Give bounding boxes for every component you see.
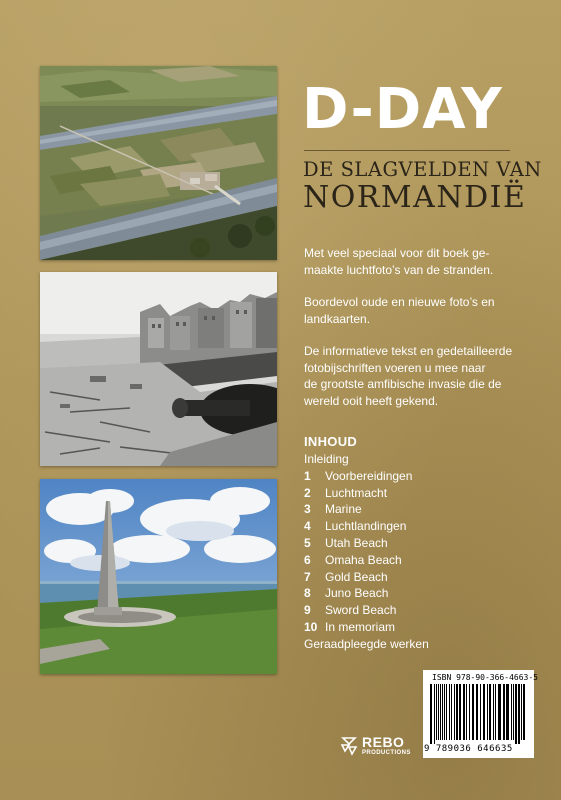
blurb-line: Boordevol oude en nieuwe foto’s en bbox=[304, 295, 495, 309]
toc-chapter-title: Juno Beach bbox=[325, 586, 389, 601]
barcode-bar bbox=[493, 684, 494, 740]
barcode-bar bbox=[515, 684, 517, 744]
barcode-bar bbox=[472, 684, 474, 740]
rebo-logo-icon bbox=[340, 736, 358, 756]
barcode-bar bbox=[444, 684, 445, 740]
barcode-bar bbox=[463, 684, 465, 740]
toc-chapter-number: 7 bbox=[304, 569, 311, 584]
toc-chapter-title: Marine bbox=[325, 502, 362, 517]
blurb-line: landkaarten. bbox=[304, 311, 371, 326]
toc-chapter bbox=[304, 585, 504, 602]
memorial-drawing bbox=[40, 479, 277, 674]
toc-chapter bbox=[304, 552, 504, 569]
toc-outro bbox=[304, 636, 504, 653]
barcode-bar bbox=[489, 684, 491, 740]
table-of-contents bbox=[304, 451, 504, 653]
barcode-bar bbox=[436, 684, 437, 740]
toc-chapter-number: 1 bbox=[304, 468, 311, 483]
toc-chapter-title: Luchtlandingen bbox=[325, 519, 407, 534]
blurb-line: maakte luchtfoto’s van de stranden. bbox=[304, 262, 494, 277]
toc-chapter-number: 10 bbox=[304, 619, 318, 634]
toc-chapter-title: Gold Beach bbox=[325, 569, 388, 584]
barcode-bar bbox=[469, 684, 470, 740]
blurb-line: De informatieve tekst en gedetailleerde bbox=[304, 344, 513, 358]
toc-chapter-number: 2 bbox=[304, 485, 311, 500]
barcode-bar bbox=[503, 684, 505, 740]
blurb-paragraph bbox=[304, 294, 534, 327]
toc-chapter bbox=[304, 468, 504, 485]
toc-chapter bbox=[304, 518, 504, 535]
toc-chapter-title: In memoriam bbox=[325, 619, 396, 634]
ww2-beach-ruins-photo bbox=[40, 272, 277, 466]
toc-intro-label: Inleiding bbox=[304, 452, 349, 466]
barcode-bar bbox=[521, 684, 522, 740]
cover-subtitle-line2: NORMANDIË bbox=[303, 180, 527, 215]
toc-chapter-number: 3 bbox=[304, 502, 311, 517]
blurb-line: Met veel speciaal voor dit boek ge- bbox=[304, 246, 490, 260]
toc-chapter-title: Utah Beach bbox=[325, 535, 388, 550]
barcode-bar bbox=[434, 684, 435, 744]
barcode-bar bbox=[523, 684, 525, 740]
barcode-bar bbox=[483, 684, 485, 740]
toc-chapter-title: Omaha Beach bbox=[325, 552, 402, 567]
toc-outro-label: Geraadpleegde werken bbox=[304, 636, 429, 651]
barcode-bar bbox=[451, 684, 452, 740]
publisher-name: REBO bbox=[362, 734, 405, 750]
toc-chapter bbox=[304, 619, 504, 636]
barcode-bars-icon bbox=[429, 684, 528, 744]
cover-subtitle-line1: DE SLAGVELDEN VAN bbox=[303, 158, 542, 181]
barcode-bar bbox=[480, 684, 481, 740]
toc-chapter bbox=[304, 485, 504, 502]
barcode-bar bbox=[511, 684, 512, 740]
barcode-bar bbox=[487, 684, 488, 740]
barcode-bar bbox=[440, 684, 441, 740]
toc-chapter bbox=[304, 569, 504, 586]
toc-chapter-title: Voorbereidingen bbox=[325, 468, 413, 483]
toc-heading: INHOUD bbox=[304, 434, 358, 449]
aerial-photo-drawing bbox=[40, 66, 277, 260]
toc-chapter-number: 9 bbox=[304, 603, 311, 618]
toc-chapter bbox=[304, 602, 504, 619]
barcode-bar bbox=[466, 684, 467, 740]
barcode-bar bbox=[430, 684, 432, 744]
toc-chapter bbox=[304, 535, 504, 552]
blurb-line: wereld ooit heeft gekend. bbox=[304, 393, 439, 408]
beach-ruins-drawing bbox=[40, 272, 277, 466]
barcode-bar bbox=[518, 684, 520, 744]
toc-chapter bbox=[304, 501, 504, 518]
barcode-bar bbox=[495, 684, 496, 740]
barcode-bar bbox=[446, 684, 447, 740]
blurb-paragraph bbox=[304, 245, 534, 278]
isbn-barcode bbox=[423, 670, 538, 758]
toc-intro bbox=[304, 451, 504, 468]
barcode-bar bbox=[456, 684, 458, 740]
barcode-bar bbox=[449, 684, 450, 740]
toc-chapter-title: Sword Beach bbox=[325, 603, 397, 618]
barcode-bar bbox=[454, 684, 455, 740]
isbn-number: ISBN 978-90-366-4663-5 bbox=[432, 673, 538, 682]
publisher-logo bbox=[340, 735, 420, 759]
barcode-bar bbox=[438, 684, 439, 740]
toc-chapter-number: 5 bbox=[304, 535, 311, 550]
barcode-bar bbox=[459, 684, 461, 740]
barcode-bar bbox=[476, 684, 478, 740]
aerial-river-bridge-photo bbox=[40, 66, 277, 260]
blurb-line: de grootste amfibische invasie die de bbox=[304, 377, 502, 391]
barcode-bar bbox=[498, 684, 501, 740]
barcode-digits: 9 789036 646635 bbox=[424, 744, 513, 754]
toc-chapter-number: 6 bbox=[304, 552, 311, 567]
barcode-bar bbox=[506, 684, 509, 740]
cover-title: D-DAY bbox=[302, 77, 503, 142]
publisher-subtitle: PRODUCTIONS bbox=[362, 750, 411, 756]
toc-chapter-number: 8 bbox=[304, 586, 311, 601]
blurb-line: fotobijschriften voeren u mee naar bbox=[304, 360, 486, 375]
toc-chapter-number: 4 bbox=[304, 519, 311, 534]
barcode-bar bbox=[442, 684, 443, 740]
title-divider bbox=[304, 150, 510, 151]
barcode-bar bbox=[513, 684, 514, 740]
memorial-obelisk-photo bbox=[40, 479, 277, 674]
blurb-paragraph bbox=[304, 343, 534, 409]
toc-chapter-title: Luchtmacht bbox=[325, 485, 388, 500]
